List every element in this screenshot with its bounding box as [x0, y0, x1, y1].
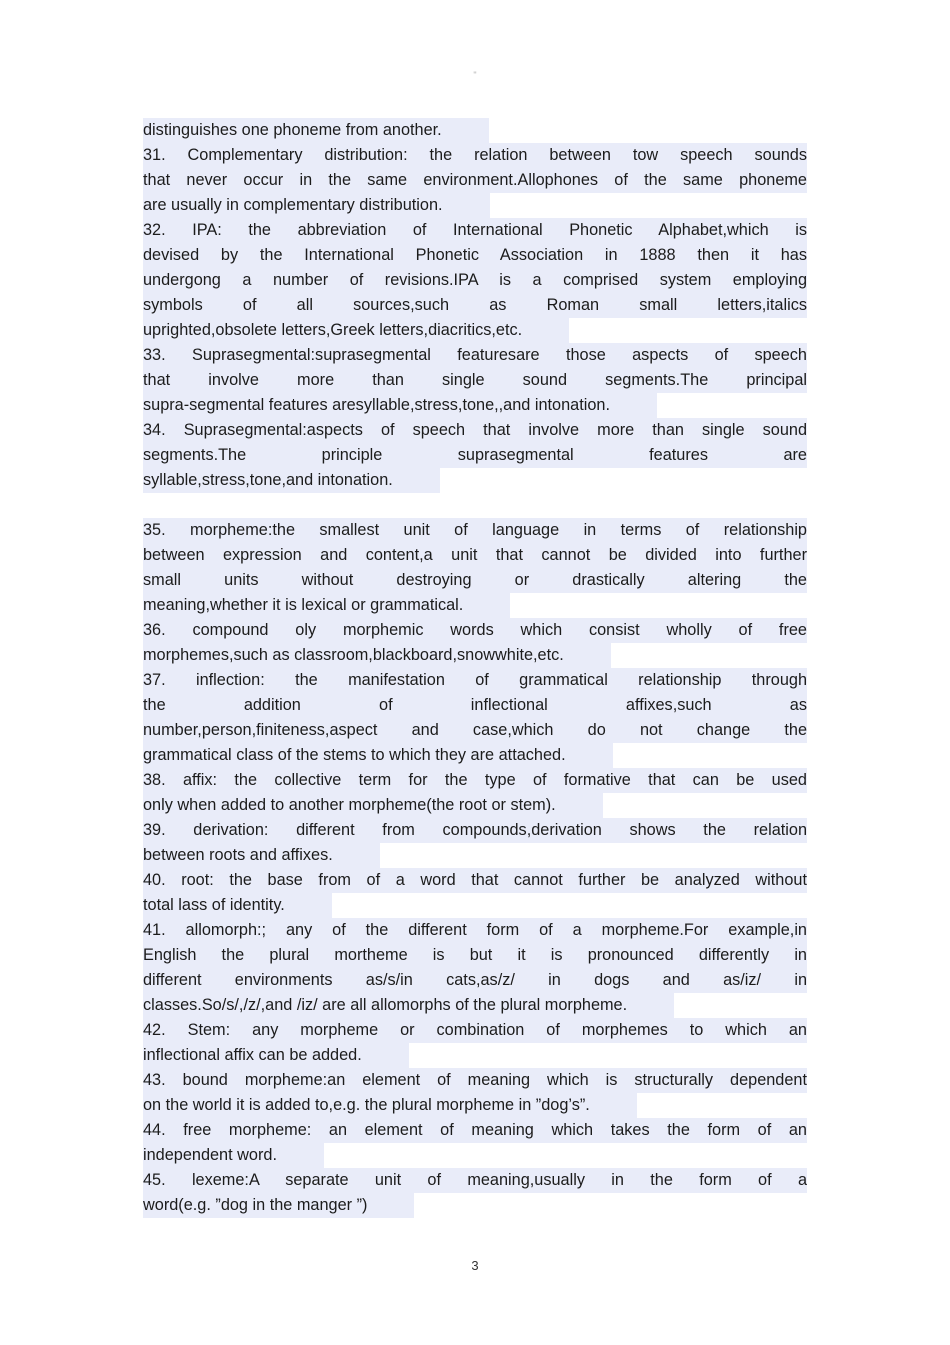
- entry-line-text: total lass of identity.: [143, 893, 331, 918]
- glossary-entry: [143, 1118, 807, 1168]
- entry-line-text: on the world it is added to,e.g. the plural morpheme in ”dog’s”.: [143, 1093, 636, 1118]
- glossary-entry: [143, 668, 807, 768]
- entry-line: [143, 818, 807, 843]
- entry-line: [143, 293, 807, 318]
- entry-line-text: that involve more than single sound segments.The principal: [143, 368, 807, 393]
- entry-line-text: number,person,finiteness,aspect and case,which do not change the: [143, 718, 807, 743]
- entry-line: [143, 1068, 807, 1093]
- entry-line: [143, 543, 807, 568]
- glossary-entry: [143, 518, 807, 618]
- entry-line-text: that never occur in the same environment.Allophones of the same phoneme: [143, 168, 807, 193]
- entry-line: [143, 918, 807, 943]
- entry-line-text: 43. bound morpheme:an element of meaning which is structurally dependent: [143, 1068, 807, 1093]
- entry-line-text: syllable,stress,tone,and intonation.: [143, 468, 439, 493]
- entry-line-text: supra-segmental features aresyllable,stress,tone,,and intonation.: [143, 393, 656, 418]
- glossary-entry: [143, 868, 807, 918]
- entry-line: [143, 768, 807, 793]
- entry-line-text: word(e.g. ”dog in the manger ”): [143, 1193, 413, 1218]
- entry-line-text: 34. Suprasegmental:aspects of speech that involve more than single sound: [143, 418, 807, 443]
- entry-line: [143, 693, 807, 718]
- entry-line-text: 44. free morpheme: an element of meaning which takes the form of an: [143, 1118, 807, 1143]
- entry-line: [143, 368, 807, 393]
- entry-line: [143, 1193, 807, 1218]
- entry-line: [143, 268, 807, 293]
- entry-line: [143, 643, 807, 668]
- glossary-entry: [143, 218, 807, 343]
- glossary-entry: [143, 1068, 807, 1118]
- entry-line: [143, 1168, 807, 1193]
- entry-line: [143, 893, 807, 918]
- entry-line-text: 37. inflection: the manifestation of grammatical relationship through: [143, 668, 807, 693]
- entry-line: [143, 943, 807, 968]
- entry-line-text: distinguishes one phoneme from another.: [143, 118, 488, 143]
- glossary-entry: [143, 618, 807, 668]
- entry-line: [143, 718, 807, 743]
- glossary-content: [143, 118, 807, 1218]
- entry-line-text: 40. root: the base from of a word that cannot further be analyzed without: [143, 868, 807, 893]
- entry-line-text: are usually in complementary distribution.: [143, 193, 489, 218]
- header-mark: ": [473, 70, 477, 80]
- entry-line-text: grammatical class of the stems to which they are attached.: [143, 743, 612, 768]
- entry-line: [143, 618, 807, 643]
- entry-line: [143, 243, 807, 268]
- entry-line-text: uprighted,obsolete letters,Greek letters,diacritics,etc.: [143, 318, 568, 343]
- entry-line: [143, 193, 807, 218]
- entry-line-text: 31. Complementary distribution: the relation between tow speech sounds: [143, 143, 807, 168]
- entry-line-text: between expression and content,a unit that cannot be divided into further: [143, 543, 807, 568]
- entry-line: [143, 668, 807, 693]
- glossary-entry: [143, 118, 807, 143]
- entry-line: [143, 593, 807, 618]
- entry-line: [143, 1043, 807, 1068]
- entry-line: [143, 168, 807, 193]
- entry-line-text: 35. morpheme:the smallest unit of language in terms of relationship: [143, 518, 807, 543]
- glossary-entry: [143, 1018, 807, 1068]
- entry-line: [143, 143, 807, 168]
- entry-line-text: only when added to another morpheme(the root or stem).: [143, 793, 602, 818]
- glossary-entry: [143, 1168, 807, 1218]
- glossary-entry: [143, 768, 807, 818]
- entry-line-text: different environments as/s/in cats,as/z/ in dogs and as/iz/ in: [143, 968, 807, 993]
- entry-line: [143, 568, 807, 593]
- entry-line-text: 39. derivation: different from compounds,derivation shows the relation: [143, 818, 807, 843]
- entry-line: [143, 443, 807, 468]
- entry-line-text: small units without destroying or drastically altering the: [143, 568, 807, 593]
- entry-line-text: between roots and affixes.: [143, 843, 379, 868]
- entry-line-text: 38. affix: the collective term for the type of formative that can be used: [143, 768, 807, 793]
- entry-line-text: 41. allomorph:; any of the different form of a morpheme.For example,in: [143, 918, 807, 943]
- entry-line-text: English the plural mortheme is but it is pronounced differently in: [143, 943, 807, 968]
- entry-line-text: segments.The principle suprasegmental features are: [143, 443, 807, 468]
- entry-line: [143, 793, 807, 818]
- entry-line-text: the addition of inflectional affixes,such as: [143, 693, 807, 718]
- entry-line-text: 42. Stem: any morpheme or combination of morphemes to which an: [143, 1018, 807, 1043]
- entry-line-text: devised by the International Phonetic Association in 1888 then it has: [143, 243, 807, 268]
- entry-line: [143, 1093, 807, 1118]
- entry-line-text: inflectional affix can be added.: [143, 1043, 408, 1068]
- entry-line: [143, 1143, 807, 1168]
- entry-line: [143, 343, 807, 368]
- entry-line-text: symbols of all sources,such as Roman small letters,italics: [143, 293, 807, 318]
- entry-line: [143, 1018, 807, 1043]
- entry-line-text: meaning,whether it is lexical or grammatical.: [143, 593, 509, 618]
- entry-line: [143, 743, 807, 768]
- entry-line-text: independent word.: [143, 1143, 323, 1168]
- entry-line: [143, 418, 807, 443]
- entry-line-text: 36. compound oly morphemic words which consist wholly of free: [143, 618, 807, 643]
- entry-line: [143, 868, 807, 893]
- entry-line: [143, 968, 807, 993]
- entry-line: [143, 518, 807, 543]
- entry-line: [143, 468, 807, 493]
- entry-line: [143, 218, 807, 243]
- entry-line-text: classes.So/s/,/z/,and /iz/ are all allomorphs of the plural morpheme.: [143, 993, 673, 1018]
- glossary-entry: [143, 143, 807, 218]
- entry-line-text: undergong a number of revisions.IPA is a comprised system employing: [143, 268, 807, 293]
- entry-line: [143, 993, 807, 1018]
- entry-line-text: morphemes,such as classroom,blackboard,snowwhite,etc.: [143, 643, 610, 668]
- glossary-entry: [143, 418, 807, 493]
- entry-line-text: 45. lexeme:A separate unit of meaning,usually in the form of a: [143, 1168, 807, 1193]
- entry-line: [143, 843, 807, 868]
- entry-line-text: 33. Suprasegmental:suprasegmental featuresare those aspects of speech: [143, 343, 807, 368]
- entry-line-text: 32. IPA: the abbreviation of International Phonetic Alphabet,which is: [143, 218, 807, 243]
- entry-line: [143, 393, 807, 418]
- entry-line: [143, 318, 807, 343]
- entry-line: [143, 118, 807, 143]
- page-number: 3: [471, 1258, 479, 1273]
- glossary-entry: [143, 918, 807, 1018]
- entry-line: [143, 1118, 807, 1143]
- glossary-entry: [143, 818, 807, 868]
- glossary-entry: [143, 343, 807, 418]
